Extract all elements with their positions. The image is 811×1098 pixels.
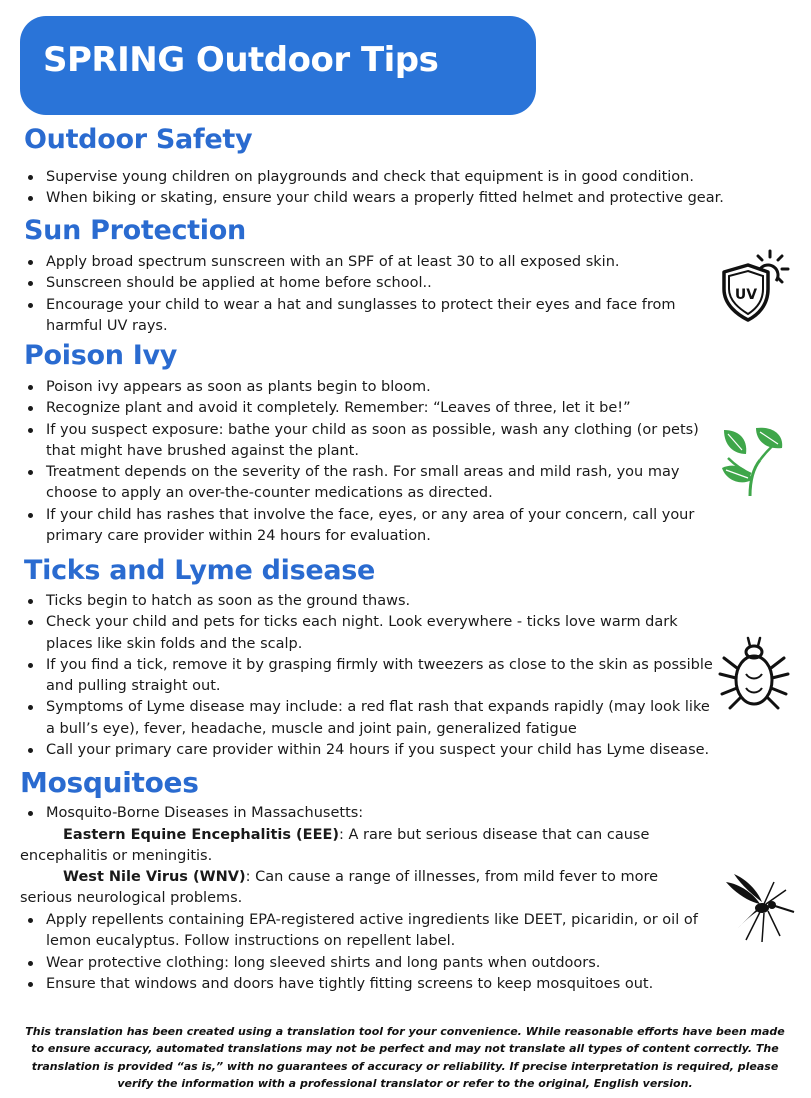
eee-term: Eastern Equine Encephalitis (EEE) <box>63 827 340 843</box>
sun-protection-list <box>0 252 680 337</box>
mosquito-list <box>0 910 700 995</box>
list-item: Symptoms of Lyme disease may include: a red flat rash that expands rapidly (may look like a bull’s eye), fever, headache, muscle and joint pain, generalized fatigue <box>0 697 720 740</box>
poison-ivy-leaf-icon <box>720 424 788 498</box>
wnv-text: : Can cause a range of illnesses, from mild fever to more serious neurological problems. <box>20 869 659 907</box>
uv-label: UV <box>734 287 758 303</box>
poison-ivy-list <box>0 377 700 547</box>
wnv-term: West Nile Virus (WNV) <box>63 869 246 885</box>
list-item: Wear protective clothing: long sleeved shirts and long pants when outdoors. <box>0 953 700 974</box>
list-item: Sunscreen should be applied at home before school.. <box>0 273 680 294</box>
list-item: Mosquito-Borne Diseases in Massachusetts: <box>0 803 700 824</box>
list-item: Recognize plant and avoid it completely. Remember: “Leaves of three, let it be!” <box>0 398 700 419</box>
title-banner <box>20 16 536 115</box>
outdoor-safety-list <box>0 167 740 210</box>
uv-shield-icon <box>716 247 792 325</box>
mosquito-intro-list <box>0 803 700 824</box>
eee-paragraph <box>20 825 720 868</box>
eee-text: : A rare but serious disease that can cause encephalitis or meningitis. <box>20 827 650 865</box>
list-item: When biking or skating, ensure your child wears a properly fitted helmet and protective gear. <box>0 188 740 209</box>
heading-outdoor-safety: Outdoor Safety <box>24 124 253 155</box>
list-item: If your child has rashes that involve the face, eyes, or any area of your concern, call your primary care provider within 24 hours for evaluation. <box>0 505 700 548</box>
list-item: Encourage your child to wear a hat and sunglasses to protect their eyes and face from harmful UV rays. <box>0 295 680 338</box>
heading-mosquitoes: Mosquitoes <box>20 766 199 799</box>
list-item: Poison ivy appears as soon as plants begin to bloom. <box>0 377 700 398</box>
heading-ticks: Ticks and Lyme disease <box>24 555 376 586</box>
mosquito-icon <box>720 872 796 944</box>
list-item: Apply repellents containing EPA-registered active ingredients like DEET, picaridin, or oil of lemon eucalyptus. Follow instructions on repellent label. <box>0 910 700 953</box>
list-item: If you suspect exposure: bathe your child as soon as possible, wash any clothing (or pets) that might have brushed against the plant. <box>0 420 700 463</box>
list-item: Ensure that windows and doors have tightly fitting screens to keep mosquitoes out. <box>0 974 700 995</box>
heading-sun-protection: Sun Protection <box>24 215 246 246</box>
ticks-list <box>0 591 720 761</box>
list-item: Check your child and pets for ticks each night. Look everywhere - ticks love warm dark places like skin folds and the scalp. <box>0 612 720 655</box>
list-item: Treatment depends on the severity of the rash. For small areas and mild rash, you may choose to apply an over-the-counter medications as directed. <box>0 462 700 505</box>
list-item: Apply broad spectrum sunscreen with an SPF of at least 30 to all exposed skin. <box>0 252 680 273</box>
wnv-paragraph <box>20 867 710 910</box>
heading-poison-ivy: Poison Ivy <box>24 340 178 371</box>
tick-icon <box>716 634 792 710</box>
list-item: Call your primary care provider within 24 hours if you suspect your child has Lyme disease. <box>0 740 720 761</box>
list-item: Ticks begin to hatch as soon as the ground thaws. <box>0 591 720 612</box>
list-item: Supervise young children on playgrounds and check that equipment is in good condition. <box>0 167 740 188</box>
list-item: If you find a tick, remove it by grasping firmly with tweezers as close to the skin as possible and pulling straight out. <box>0 655 720 698</box>
translation-disclaimer: This translation has been created using a translation tool for your convenience. While reasonable efforts have been made to ensure accuracy, automated translations may not be perfect and may not translate all types of content correctly. The translation is provided “as is,” with no guarantees of accuracy or reliability. If precise interpretation is required, please verify the information with a professional translator or refer to the original, English version. <box>25 1025 785 1090</box>
page-title: SPRING Outdoor Tips <box>43 40 439 80</box>
